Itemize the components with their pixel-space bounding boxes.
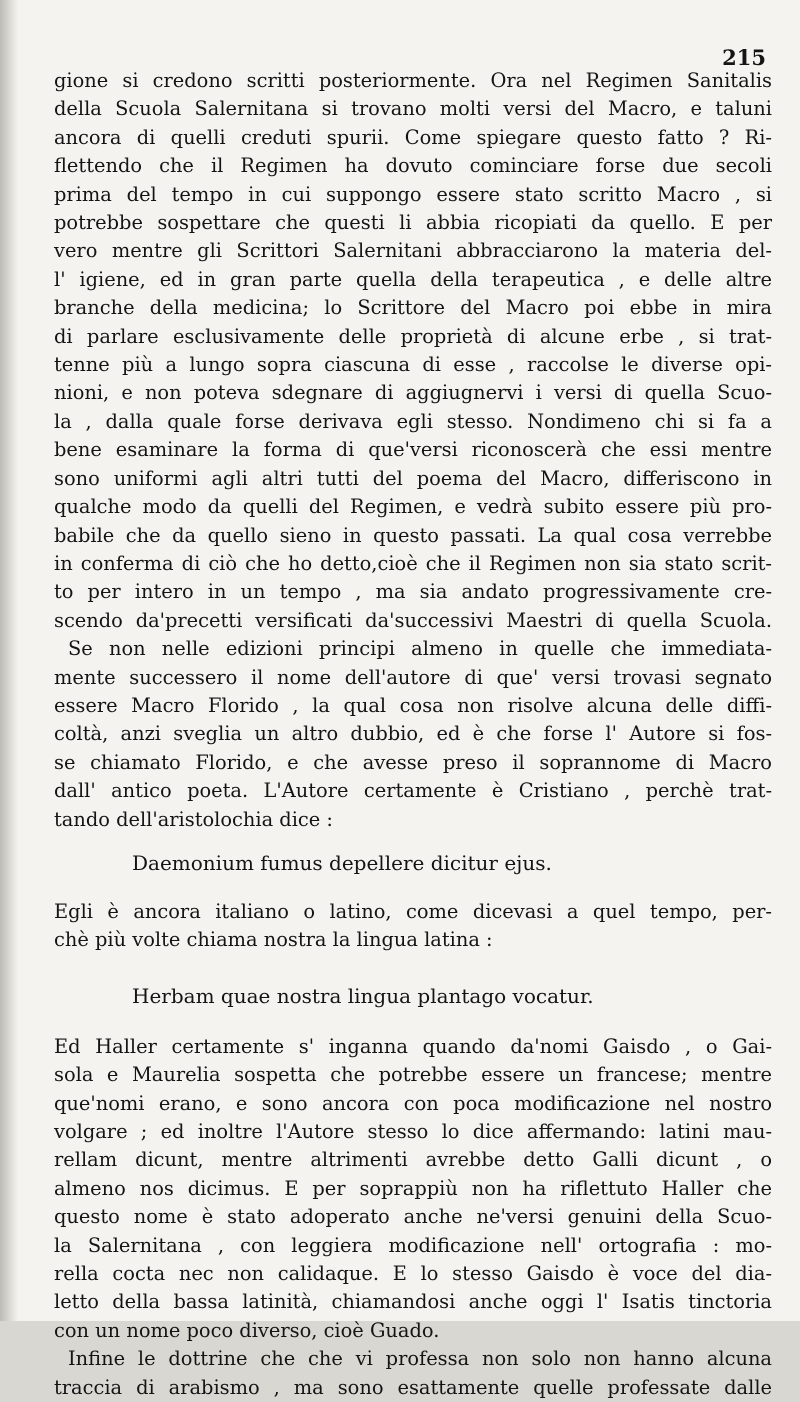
text-line: questo nome è stato adoperato anche ne'versi genuini della Scuo- bbox=[54, 1205, 772, 1229]
text-line: sola e Maurelia sospetta che potrebbe essere un francese; mentre bbox=[54, 1063, 772, 1087]
text-line: con un nome poco diverso, cioè Guado. bbox=[54, 1318, 440, 1342]
text-line: letto della bassa latinità, chiamandosi anche oggi l' Isatis tinctoria bbox=[54, 1290, 772, 1314]
text-line: coltà, anzi sveglia un altro dubbio, ed è che forse l' Autore si fos- bbox=[54, 722, 772, 746]
paragraph-4 bbox=[54, 1033, 772, 1345]
text-line: la Salernitana , con leggiera modificazione nell' ortografia : mo- bbox=[54, 1233, 772, 1257]
text-line: della Scuola Salernitana si trovano molti versi del Macro, e taluni bbox=[54, 97, 772, 121]
text-line: que'nomi erano, e sono ancora con poca modificazione nel nostro bbox=[54, 1091, 772, 1115]
text-line: tenne più a lungo sopra ciascuna di esse , raccolse le diverse opi- bbox=[54, 353, 772, 377]
text-line: nioni, e non poteva sdegnare di aggiugnervi i versi di quella Scuo- bbox=[54, 381, 772, 405]
verse-quote: Herbam quae nostra lingua plantago vocatur. bbox=[132, 983, 594, 1008]
text-line: l' igiene, ed in gran parte quella della terapeutica , e delle altre bbox=[54, 267, 772, 291]
text-line: qualche modo da quelli del Regimen, e vedrà subito essere più pro- bbox=[54, 495, 772, 519]
text-line: rella cocta nec non calidaque. E lo stesso Gaisdo è voce del dia- bbox=[54, 1262, 772, 1286]
text-line: ancora di quelli creduti spurii. Come spiegare questo fatto ? Ri- bbox=[54, 125, 772, 149]
text-line: essere Macro Florido , la qual cosa non risolve alcuna delle diffi- bbox=[54, 693, 772, 717]
text-line: mente successero il nome dell'autore di que' versi trovasi segnato bbox=[54, 665, 772, 689]
text-line: Se non nelle edizioni principi almeno in quelle che immediata- bbox=[68, 637, 772, 661]
text-line: almeno nos dicimus. E per soprappiù non ha riflettuto Haller che bbox=[54, 1176, 772, 1200]
text-line: flettendo che il Regimen ha dovuto cominciare forse due secoli bbox=[54, 154, 772, 178]
page-number: 215 bbox=[722, 45, 766, 70]
text-line: potrebbe sospettare che questi li abbia ricopiati da quello. E per bbox=[54, 211, 772, 235]
text-line: sono uniformi agli altri tutti del poema del Macro, differiscono in bbox=[54, 466, 772, 490]
text-line: Egli è ancora italiano o latino, come dicevasi a quel tempo, per- bbox=[54, 899, 772, 923]
text-line: Ed Haller certamente s' inganna quando da'nomi Gaisdo , o Gai- bbox=[54, 1034, 772, 1058]
text-line: branche della medicina; lo Scrittore del Macro poi ebbe in mira bbox=[54, 296, 772, 320]
text-line: dall' antico poeta. L'Autore certamente è Cristiano , perchè trat- bbox=[54, 779, 772, 803]
text-line: traccia di arabismo , ma sono esattamente quelle professate dalle bbox=[54, 1375, 772, 1399]
text-line: bene esaminare la forma di que'versi riconoscerà che essi mentre bbox=[54, 438, 772, 462]
text-line: rellam dicunt, mentre altrimenti avrebbe detto Galli dicunt , o bbox=[54, 1148, 772, 1172]
text-line: to per intero in un tempo , ma sia andato progressivamente cre- bbox=[54, 580, 772, 604]
text-line: gione si credono scritti posteriormente. Ora nel Regimen Sanitalis bbox=[54, 69, 772, 92]
text-line: chè più volte chiama nostra la lingua latina : bbox=[54, 928, 493, 952]
text-line: prima del tempo in cui suppongo essere stato scritto Macro , si bbox=[54, 182, 772, 206]
text-line: la , dalla quale forse derivava egli stesso. Nondimeno chi si fa a bbox=[54, 409, 772, 433]
text-line: babile che da quello sieno in questo passati. La qual cosa verrebbe bbox=[54, 523, 772, 547]
text-line: Infine le dottrine che che vi professa non solo non hanno alcuna bbox=[68, 1347, 772, 1371]
text-line: scendo da'precetti versificati da'successivi Maestri di quella Scuola. bbox=[54, 608, 772, 632]
text-line: di parlare esclusivamente delle proprietà di alcune erbe , si trat- bbox=[54, 324, 772, 348]
paragraph-2 bbox=[54, 635, 772, 834]
paragraph-5 bbox=[54, 1345, 772, 1402]
text-line: tando dell'aristolochia dice : bbox=[54, 807, 333, 831]
verse-quote: Daemonium fumus depellere dicitur ejus. bbox=[132, 850, 552, 875]
text-line: volgare ; ed inoltre l'Autore stesso lo dice affermando: latini mau- bbox=[54, 1120, 772, 1143]
paragraph-1 bbox=[54, 67, 772, 635]
text-line: vero mentre gli Scrittori Salernitani abbracciarono la materia del- bbox=[54, 239, 772, 263]
text-line: se chiamato Florido, e che avesse preso il soprannome di Macro bbox=[54, 750, 772, 774]
text-line: in conferma di ciò che ho detto,cioè che il Regimen non sia stato scrit- bbox=[54, 551, 772, 575]
paragraph-3 bbox=[54, 898, 772, 955]
